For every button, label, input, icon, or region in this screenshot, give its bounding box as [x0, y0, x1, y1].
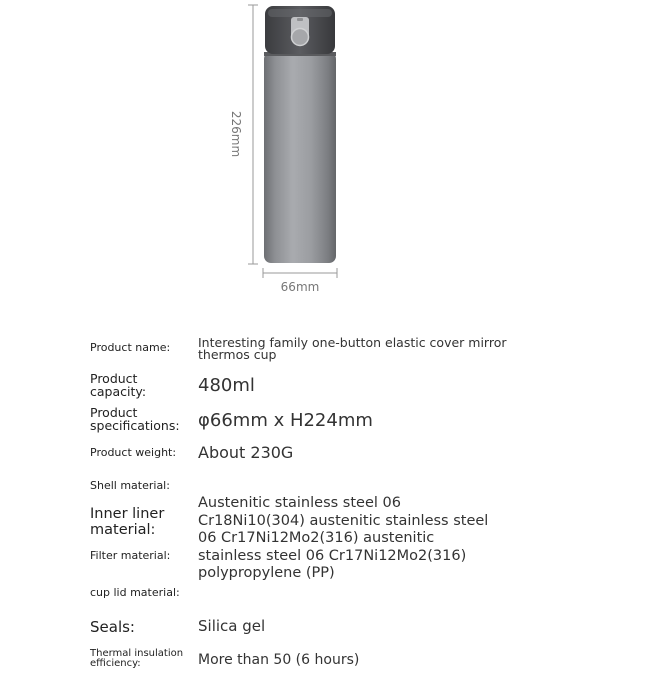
specifications-label: Product specifications: — [90, 405, 180, 433]
product-name-label: Product name: — [90, 341, 171, 354]
height-dimension — [248, 5, 258, 264]
materials-value: Austenitic stainless steel 06 Cr18Ni10(304) austenitic stainless steel 06 Cr17Ni12Mo2(316) austenitic stainless steel 06 Cr17Ni12Mo2(316) polypropylene (PP) — [198, 495, 489, 581]
filter-material-label: Filter material: — [90, 549, 171, 562]
weight-label: Product weight: — [90, 446, 177, 459]
seals-label: Seals: — [90, 618, 135, 636]
width-dimension — [263, 268, 337, 278]
height-label: 226mm — [229, 110, 243, 158]
lid-clasp — [292, 29, 309, 46]
width-label: 66mm — [280, 280, 320, 294]
product-name-value: Interesting family one-button elastic cover mirror thermos cup — [198, 335, 507, 362]
shell-material-label: Shell material: — [90, 479, 170, 492]
weight-value: About 230G — [198, 443, 294, 462]
inner-liner-label: Inner liner material: — [90, 506, 165, 538]
capacity-label: Product capacity: — [90, 371, 147, 399]
capacity-value: 480ml — [198, 375, 255, 396]
product-figure — [0, 0, 670, 310]
thermos-bottle — [264, 6, 336, 263]
seals-value: Silica gel — [198, 617, 266, 635]
specifications-value: φ66mm x H224mm — [198, 410, 373, 431]
thermal-value: More than 50 (6 hours) — [198, 652, 360, 668]
lid-material-label: cup lid material: — [90, 586, 180, 599]
thermal-label: Thermal insulation efficiency: — [90, 648, 184, 669]
